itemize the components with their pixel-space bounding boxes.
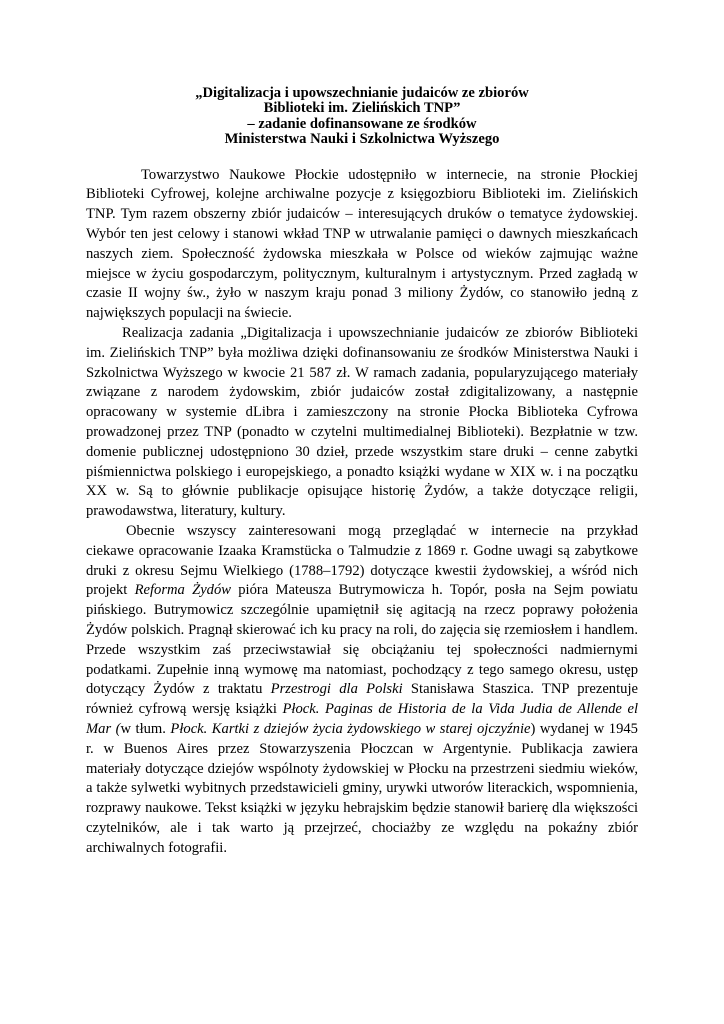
text-line: a także sylwetki wybitnych przedstawicieli gminy, urywki utworów literackich, wspomnienia, (86, 780, 638, 797)
text-line (86, 680, 638, 700)
text-line: opracowany w systemie dLibra i zamieszczony na stronie Płocka Biblioteka Cyfrowa (86, 404, 638, 421)
title-line: „Digitalizacja i upowszechnianie judaiców ze zbiorów (195, 85, 529, 101)
text-line: podatkami. Zupełnie inną wymowę ma natomiast, pochodzący z tego samego okresu, ustęp (86, 661, 638, 678)
document-body (86, 166, 638, 859)
text-run: w tłum. (120, 720, 171, 737)
text-line: Szkolnictwa Wyższego w kwocie 21 587 zł. W ramach zadania, popularyzującego materiały (86, 364, 638, 381)
paragraph-2 (86, 324, 638, 522)
text-line: prawodawstwa, literatury, kultury. (86, 503, 286, 520)
text-run: pióra Mateusza Butrymowicza h. Topór, posła na Sejm powiatu (231, 582, 638, 599)
text-line: związane z narodem żydowskim, zbiór judaiców został zdigitalizowany, a następnie (86, 384, 638, 401)
title-line: – zadanie dofinansowane ze środków (247, 115, 477, 132)
italic-title: Reforma Żydów (134, 582, 231, 599)
italic-title: Płock. Paginas de Historia de la Vida Judia de Allende el (282, 701, 638, 718)
text-line: Towarzystwo Naukowe Płockie udostępniło w internecie, na stronie Płockiej (141, 166, 638, 183)
text-line: pińskiego. Butrymowicz szczególnie upamiętnił się agitacją na rzecz poprawy położenia (86, 602, 638, 619)
text-run: dotyczący Żydów z traktatu (86, 681, 271, 698)
text-line: im. Zielińskich TNP” była możliwa dzięki dofinansowaniu ze środków Ministerstwa Nauki i (86, 344, 638, 361)
text-line: piśmiennictwa polskiego i europejskiego, a ponadto książki wydane w XIX w. i na początku (86, 463, 638, 480)
title-line: Biblioteki im. Zielińskich TNP” (263, 100, 461, 117)
text-line: Żydów polskich. Pragnął skierować ich ku pracy na roli, do zajęcia się rzemiosłem i handlem. (86, 621, 638, 638)
document-title (86, 86, 638, 148)
text-line: Wybór ten jest celowy i stanowi wkład TNP w utrwalanie pamięci o dawnych mieszkańcach (86, 226, 638, 243)
text-line: Obecnie wszyscy zainteresowani mogą przeglądać w internecie na przykład (126, 522, 638, 539)
text-line: domenie publicznej udostępniono 30 dzieł, przede wszystkim stare druki – cenne zabytki (86, 443, 638, 460)
text-line: czytelników, ale i tak warto ją przejrzeć, chociażby ze względu na pokaźny zbiór (86, 819, 638, 836)
text-line (86, 700, 638, 720)
italic-title: Przestrogi dla Polski (270, 681, 403, 698)
paragraph-1 (86, 166, 638, 324)
italic-title: Płock. Kartki z dziejów życia żydowskiego w starej ojczyźnie (170, 720, 531, 737)
text-line: Przede wszystkim zaś przeciwstawiał się obciążaniu tej społeczności nadmiernymi (86, 641, 638, 658)
text-line: prowadzonej przez TNP (ponadto w czytelni multimedialnej Biblioteki). Bezpłatnie w tzw. (86, 423, 638, 440)
italic-title: Mar ( (86, 720, 121, 737)
text-line: największych populacji na świecie. (86, 305, 292, 322)
text-run: również cyfrową wersję książki (86, 701, 283, 718)
text-line: Biblioteki Cyfrowej, kolejne archiwalne pozycje z księgozbioru Biblioteki im. Zielińskich (86, 186, 638, 203)
text-line: rozprawy naukowe. Tekst książki w języku hebrajskim będzie stanowił barierę dla większości (86, 800, 638, 817)
text-line (86, 581, 638, 601)
paragraph-3 (86, 522, 638, 859)
text-run: ) wydanej w 1945 (530, 720, 638, 737)
text-line: miejsce w życiu gospodarczym, politycznym, kulturalnym i artystycznym. Przed zagładą w (86, 265, 638, 282)
text-line (86, 720, 638, 740)
document-page (86, 86, 638, 859)
text-line: czasie II wojny św., żyło w naszym kraju ponad 3 miliony Żydów, co stanowiło jedną z (86, 285, 638, 302)
text-line: materiały dotyczące dziejów wspólnoty żydowskiej w Płocku na przestrzeni siedmiu wieków, (86, 760, 638, 777)
text-line: TNP. Tym razem obszerny zbiór judaiców – interesujących druków o tematyce żydowskiej. (86, 206, 638, 223)
text-line: druki z okresu Sejmu Wielkiego (1788–1792) dotyczące kwestii żydowskiej, a wśród nich (86, 562, 638, 579)
title-line: Ministerstwa Nauki i Szkolnictwa Wyższego (224, 131, 500, 148)
text-line: XX w. Są to głównie publikacje opisujące historię Żydów, a także dotyczące religii, (86, 483, 638, 500)
text-run: Stanisława Staszica. TNP prezentuje (402, 681, 638, 698)
text-run: projekt (86, 582, 135, 599)
text-line: ciekawe opracowanie Izaaka Kramstücka o Talmudzie z 1869 r. Godne uwagi są zabytkowe (86, 542, 638, 559)
text-line: naszych ziem. Społeczność żydowska mieszkała w Polsce od wieków zajmując ważne (86, 245, 638, 262)
text-line: r. w Buenos Aires przez Stowarzyszenia Płoczcan w Argentynie. Publikacja zawiera (86, 740, 638, 757)
text-line: archiwalnych fotografii. (86, 839, 228, 856)
text-line: Realizacja zadania „Digitalizacja i upowszechnianie judaiców ze zbiorów Biblioteki (122, 325, 638, 341)
